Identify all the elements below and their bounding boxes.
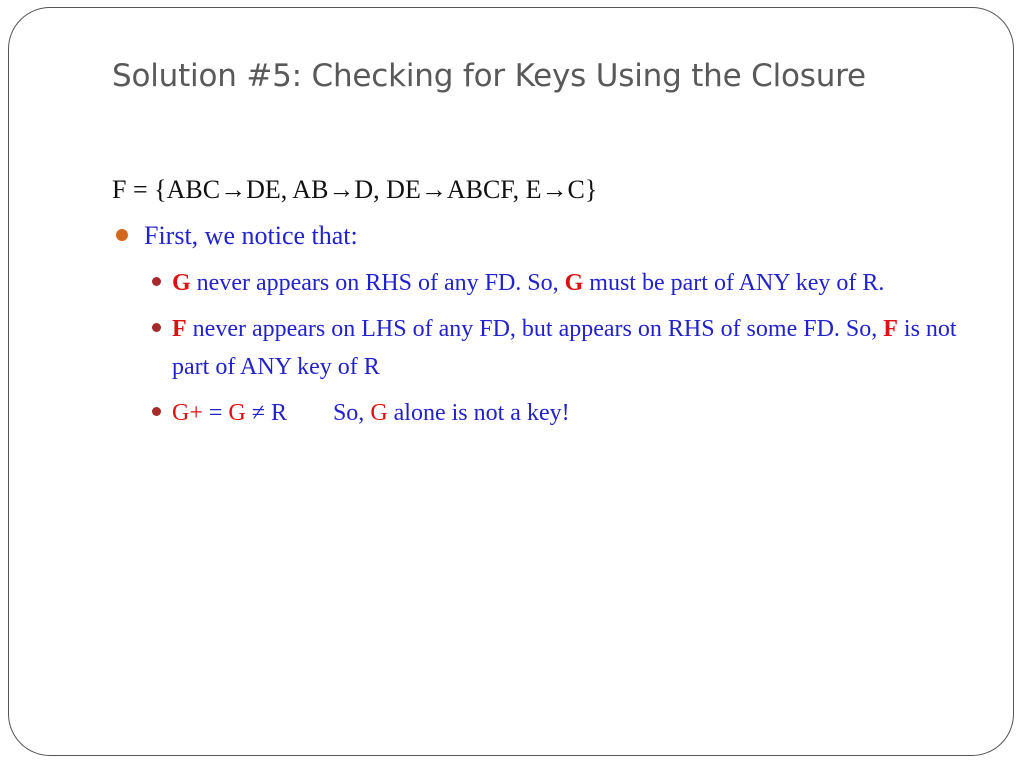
attribute-g: G bbox=[370, 400, 388, 426]
sub-bullet-dot-icon bbox=[152, 277, 161, 286]
not-equal-r: ≠ R bbox=[245, 400, 287, 426]
sub-bullet-g-closure bbox=[112, 394, 972, 432]
sub-bullet-text: never appears on RHS of any FD. So, bbox=[190, 270, 565, 296]
sub-bullet-list bbox=[112, 264, 972, 432]
sub-bullet-dot-icon bbox=[152, 323, 161, 332]
sub-bullet-g-key bbox=[112, 264, 972, 302]
attribute-g: G bbox=[228, 400, 246, 426]
sub-bullet-text: never appears on LHS of any FD, but appears on RHS of some FD. So, bbox=[186, 316, 884, 342]
conclusion-text: alone is not a key! bbox=[387, 400, 570, 426]
fd-set-definition: F = {ABC→DE, AB→D, DE→ABCF, E→C} bbox=[112, 175, 598, 204]
slide-title: Solution #5: Checking for Keys Using the Closure bbox=[112, 58, 866, 94]
sub-bullet-text: is not part of ANY key of R bbox=[172, 316, 957, 380]
sub-bullet-text: must be part of ANY key of R. bbox=[583, 270, 885, 296]
bullet-first-notice bbox=[112, 216, 972, 256]
sub-bullet-dot-icon bbox=[152, 407, 161, 416]
closure-g-plus: G+ bbox=[172, 400, 203, 426]
slide-content bbox=[112, 168, 972, 440]
attribute-g: G bbox=[172, 270, 191, 296]
attribute-f: F bbox=[172, 316, 187, 342]
attribute-f: F bbox=[883, 316, 898, 342]
attribute-g: G bbox=[564, 270, 584, 296]
equals-sign: = bbox=[202, 400, 229, 426]
sub-bullet-f-not-key bbox=[112, 310, 972, 386]
bullet-first-notice-text: First, we notice that: bbox=[144, 221, 358, 250]
bullet-dot-icon bbox=[116, 229, 128, 241]
so-text: So, bbox=[332, 400, 371, 426]
